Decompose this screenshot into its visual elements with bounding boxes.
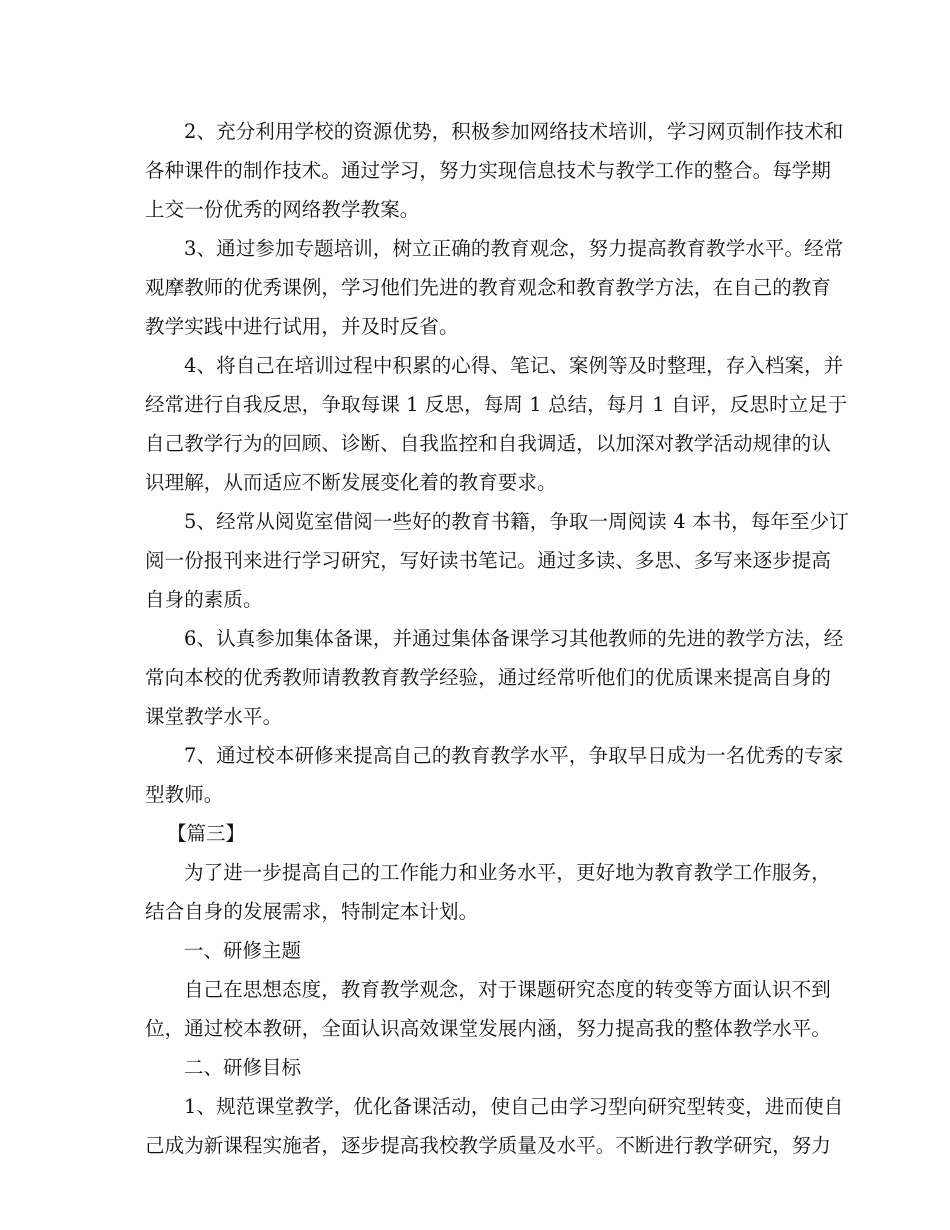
section-heading: 【篇三】 [167, 822, 246, 845]
paragraph-line: 课堂教学水平。 [145, 705, 283, 728]
document-body [145, 112, 849, 1165]
paragraph-line: 己成为新课程实施者，逐步提高我校教学质量及水平。不断进行教学研究，努力 [145, 1134, 832, 1157]
paragraph-line: 结合自身的发展需求，特制定本计划。 [145, 900, 479, 923]
paragraph-line: 上交一份优秀的网络教学教案。 [145, 198, 420, 221]
intro-paragraph [145, 853, 831, 931]
goal-1-paragraph [145, 1087, 844, 1165]
paragraph-line: 识理解，从而适应不断发展变化着的教育要求。 [145, 471, 557, 494]
topic-heading: 一、研修主题 [184, 939, 302, 962]
paragraph-line: 经常进行自我反思，争取每课 1 反思，每周 1 总结，每月 1 自评，反思时立足于 [145, 393, 848, 416]
paragraph-line: 各种课件的制作技术。通过学习，努力实现信息技术与教学工作的整合。每学期 [145, 159, 832, 182]
paragraph-line: 自身的素质。 [145, 588, 263, 611]
paragraph-line: 为了进一步提高自己的工作能力和业务水平，更好地为教育教学工作服务， [184, 861, 831, 884]
paragraph-line: 3、通过参加专题培训，树立正确的教育观念，努力提高教育教学水平。经常 [184, 237, 844, 260]
paragraph-line: 教学实践中进行试用，并及时反省。 [145, 315, 459, 338]
paragraph-line: 7、通过校本研修来提高自己的教育教学水平，争取早日成为一名优秀的专家 [184, 744, 844, 767]
paragraph-line: 型教师。 [145, 783, 224, 806]
paragraph-line: 阅一份报刊来进行学习研究，写好读书笔记。通过多读、多思、多写来逐步提高 [145, 549, 832, 572]
paragraph-line: 常向本校的优秀教师请教教育教学经验，通过经常听他们的优质课来提高自身的 [145, 666, 832, 689]
paragraph-line: 2、充分利用学校的资源优势，积极参加网络技术培训，学习网页制作技术和 [184, 120, 844, 143]
goal-heading: 二、研修目标 [184, 1056, 302, 1079]
paragraph-3 [145, 229, 844, 346]
paragraph-2 [145, 112, 844, 229]
paragraph-line: 自己教学行为的回顾、诊断、自我监控和自我调适，以加深对教学活动规律的认 [145, 432, 832, 455]
paragraph-line: 位，通过校本教研，全面认识高效课堂发展内涵，努力提高我的整体教学水平。 [145, 1017, 832, 1040]
paragraph-line: 1、规范课堂教学，优化备课活动，使自己由学习型向研究型转变，进而使自 [184, 1095, 844, 1118]
paragraph-line: 5、经常从阅览室借阅一些好的教育书籍，争取一周阅读 4 本书，每年至少订 [184, 510, 849, 533]
paragraph-7 [145, 736, 844, 814]
paragraph-6 [145, 619, 844, 736]
paragraph-line: 6、认真参加集体备课，并通过集体备课学习其他教师的先进的教学方法，经 [184, 627, 844, 650]
paragraph-4 [145, 346, 848, 502]
topic-paragraph [145, 970, 832, 1048]
paragraph-line: 观摩教师的优秀课例，学习他们先进的教育观念和教育教学方法，在自己的教育 [145, 276, 832, 299]
paragraph-5 [145, 502, 849, 619]
paragraph-line: 4、将自己在培训过程中积累的心得、笔记、案例等及时整理，存入档案，并 [184, 354, 844, 377]
paragraph-line: 自己在思想态度，教育教学观念，对于课题研究态度的转变等方面认识不到 [184, 978, 831, 1001]
